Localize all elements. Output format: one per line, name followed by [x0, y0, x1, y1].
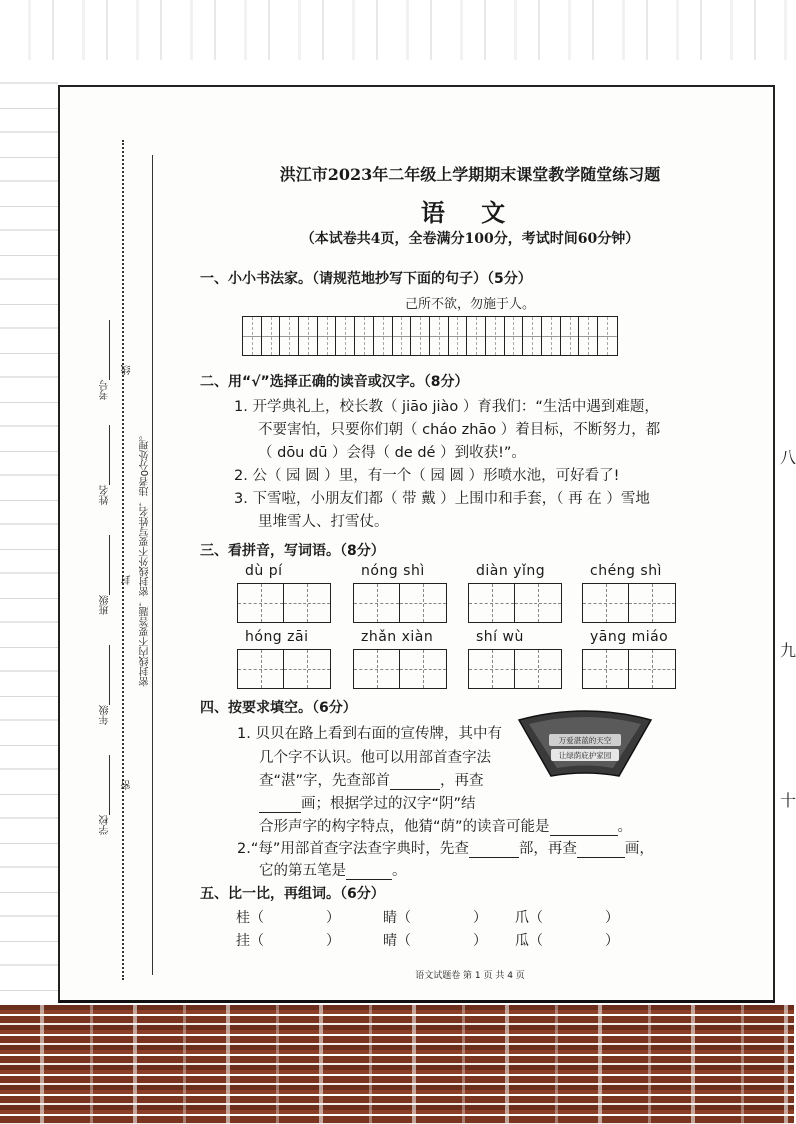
- q4-line-2: 几个字不认识。他可以用部首查字法: [259, 750, 491, 766]
- pinyin-item[interactable]: [353, 629, 447, 689]
- seal-char-xian: 线: [122, 365, 133, 375]
- grid-cell[interactable]: [411, 317, 430, 355]
- exam-number-label: 考号: [100, 380, 111, 400]
- grid-cell[interactable]: [355, 317, 374, 355]
- q4-line-7: 它的第五笔是 。: [259, 863, 407, 879]
- school-field[interactable]: [109, 755, 110, 815]
- pinyin-label: hóng zāi: [245, 629, 309, 645]
- tian-grid[interactable]: [353, 649, 447, 689]
- q2-line-6: 里堆雪人、打雪仗。: [258, 514, 389, 530]
- subject-title: 语 文: [420, 199, 520, 227]
- pinyin-label: shí wù: [476, 629, 524, 645]
- pinyin-item[interactable]: [237, 629, 331, 689]
- grid-cell[interactable]: [542, 317, 561, 355]
- seal-char-feng: 封: [122, 575, 133, 585]
- exam-number-field[interactable]: [109, 320, 110, 380]
- scan-background-bottom: [0, 1005, 794, 1124]
- q4-line-3: 查“湛”字，先查部首 ，再查: [259, 773, 484, 789]
- grid-cell[interactable]: [449, 317, 468, 355]
- grid-cell[interactable]: [393, 317, 412, 355]
- tian-grid[interactable]: [582, 649, 676, 689]
- blank-fifth-stroke[interactable]: [346, 863, 392, 880]
- copy-sentence: 己所不欲，勿施于人。: [404, 297, 535, 312]
- binding-margin: [62, 140, 162, 980]
- q2-line-5[interactable]: 3. 下雪啦，小朋友们都（ 带 戴 ）上围巾和手套，（ 再 在 ）雪地: [234, 491, 650, 507]
- grade-label: 年级: [100, 705, 111, 725]
- grid-cell[interactable]: [262, 317, 281, 355]
- pinyin-label: zhǎn xiàn: [361, 629, 434, 645]
- tian-grid[interactable]: [582, 583, 676, 623]
- compare-gui[interactable]: 桂（ ）: [236, 910, 340, 926]
- grid-cell[interactable]: [505, 317, 524, 355]
- seal-warning: 密封线内不要答题，密封线外不要写姓名，违者0分处理。: [140, 430, 151, 687]
- q2-line-4[interactable]: 2. 公（ 园 圆 ）里，有一个（ 园 圆 ）形喷水池，可好看了!: [234, 468, 620, 484]
- page-footer: 语文试题卷 第 1 页 共 4 页: [415, 971, 525, 981]
- exam-info: （本试卷共4页，全卷满分100分，考试时间60分钟）: [300, 231, 640, 247]
- blank-radical[interactable]: [390, 773, 440, 790]
- tian-grid[interactable]: [237, 583, 331, 623]
- compare-qing[interactable]: 晴（ ）: [383, 933, 487, 949]
- writing-grid[interactable]: [242, 316, 618, 356]
- pinyin-item[interactable]: [468, 563, 562, 623]
- grid-cell[interactable]: [336, 317, 355, 355]
- q4-line-1: 1. 贝贝在路上看到右面的宣传牌，其中有: [237, 726, 502, 742]
- pinyin-item[interactable]: [353, 563, 447, 623]
- grid-cell[interactable]: [318, 317, 337, 355]
- pinyin-label: diàn yǐng: [476, 563, 546, 579]
- blank-mei-radical[interactable]: [469, 841, 519, 858]
- grid-cell[interactable]: [579, 317, 598, 355]
- name-field[interactable]: [109, 425, 110, 485]
- compare-jing[interactable]: 睛（ ）: [383, 910, 487, 926]
- dotted-seal-line: [122, 140, 124, 980]
- tian-grid[interactable]: [353, 583, 447, 623]
- section3-heading: 三、看拼音，写词语。（8分）: [200, 543, 385, 559]
- seal-char-mi: 密: [122, 780, 133, 790]
- q2-line-2[interactable]: 不要害怕，只要你们朝（ cháo zhāo ）着目标，不断努力，都: [258, 422, 661, 438]
- scan-background-top: [0, 0, 794, 60]
- section2-heading: 二、用“√”选择正确的读音或汉字。（8分）: [200, 374, 469, 390]
- right-edge-char-3: 十: [780, 791, 796, 810]
- grid-cell[interactable]: [299, 317, 318, 355]
- right-edge-char-2: 九: [780, 641, 796, 660]
- grid-cell[interactable]: [486, 317, 505, 355]
- blank-strokes[interactable]: [259, 796, 301, 813]
- grade-field[interactable]: [109, 645, 110, 705]
- compare-gua-melon[interactable]: 瓜（ ）: [515, 933, 619, 949]
- q4-line-5: 合形声字的构字特点，他猜“荫”的读音可能是 。: [259, 819, 633, 835]
- tian-grid[interactable]: [468, 649, 562, 689]
- tian-grid[interactable]: [237, 649, 331, 689]
- pinyin-item[interactable]: [468, 629, 562, 689]
- grid-cell[interactable]: [430, 317, 449, 355]
- section1-heading: 一、小小书法家。（请规范地抄写下面的句子）（5分）: [200, 271, 532, 287]
- grid-cell[interactable]: [467, 317, 486, 355]
- name-label: 姓名: [100, 485, 111, 505]
- section4-heading: 四、按要求填空。（6分）: [200, 700, 357, 716]
- pinyin-label: nóng shì: [361, 563, 425, 579]
- q4-line-6: 2.“每”用部首查字法查字典时，先查 部，再查 画，: [237, 841, 654, 857]
- q4-line-4: 画；根据学过的汉字“阴”结: [259, 792, 476, 813]
- q2-line-3[interactable]: （ dōu dū ）会得（ de dé ）到收获!”。: [258, 445, 526, 461]
- q2-line-1[interactable]: 1. 开学典礼上，校长教（ jiāo jiào ）育我们：“生活中遇到难题，: [234, 399, 659, 415]
- pinyin-item[interactable]: [237, 563, 331, 623]
- grid-cell[interactable]: [523, 317, 542, 355]
- class-field[interactable]: [109, 535, 110, 595]
- school-label: 学校: [100, 815, 111, 835]
- grid-cell[interactable]: [374, 317, 393, 355]
- grid-cell[interactable]: [598, 317, 617, 355]
- tian-grid[interactable]: [468, 583, 562, 623]
- compare-gua[interactable]: 挂（ ）: [236, 933, 340, 949]
- compare-zhao[interactable]: 爪（ ）: [515, 910, 619, 926]
- blank-mei-strokes[interactable]: [577, 841, 625, 858]
- blank-pronunciation[interactable]: [550, 819, 618, 836]
- sign-text-1: 万爱湛蓝的天空: [558, 736, 612, 745]
- pinyin-item[interactable]: [582, 563, 676, 623]
- grid-cell[interactable]: [561, 317, 580, 355]
- sign-text-2: 让绿荫庇护家园: [558, 751, 612, 760]
- grid-cell[interactable]: [243, 317, 262, 355]
- pinyin-label: chéng shì: [590, 563, 662, 579]
- pinyin-label: yāng miáo: [590, 629, 669, 645]
- pinyin-label: dù pí: [245, 563, 283, 579]
- scan-background-right: [775, 60, 794, 1005]
- fan-sign-image: [515, 712, 655, 780]
- scan-background-left: [0, 60, 58, 1005]
- grid-cell[interactable]: [280, 317, 299, 355]
- exam-title: 洪江市2023年二年级上学期期末课堂教学随堂练习题: [279, 165, 661, 184]
- right-edge-char-1: 八: [780, 448, 796, 467]
- pinyin-item[interactable]: [582, 629, 676, 689]
- section5-heading: 五、比一比，再组词。（6分）: [200, 886, 385, 902]
- class-label: 班级: [100, 595, 111, 615]
